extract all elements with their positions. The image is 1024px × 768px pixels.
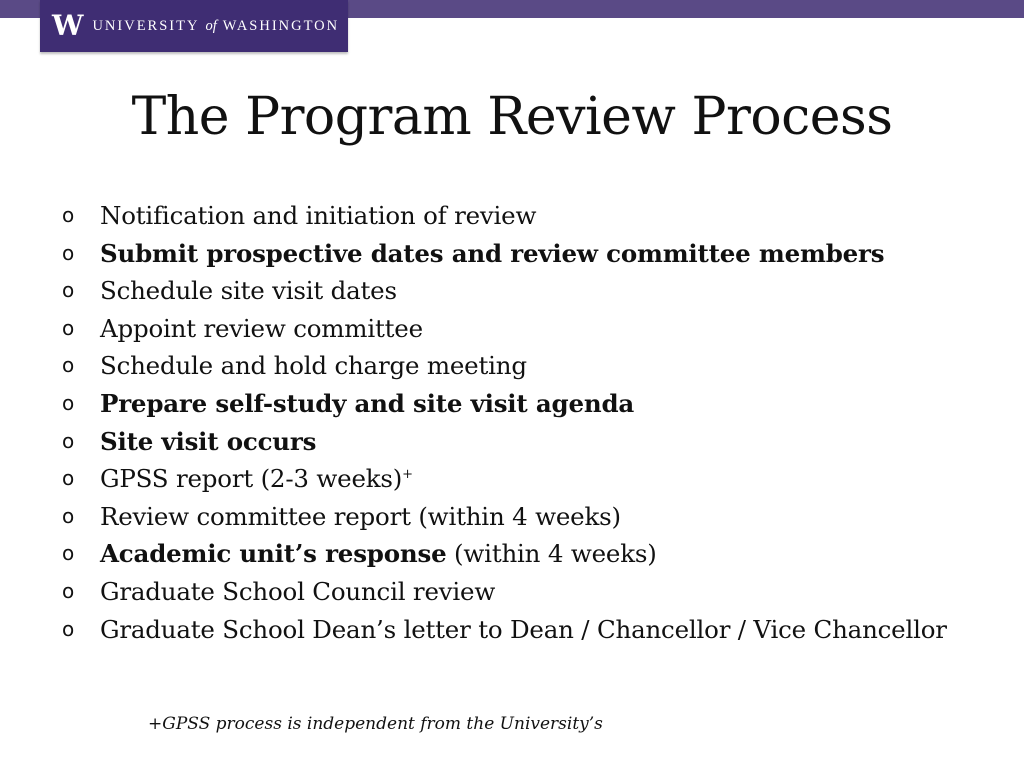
list-item-text: Schedule site visit dates: [100, 276, 397, 306]
bullet-marker: o: [62, 578, 75, 603]
footnote-ref: +: [402, 467, 413, 482]
logo-washington-text: WASHINGTON: [222, 17, 340, 34]
list-item-text: Appoint review committee: [100, 313, 423, 343]
list-item: [62, 235, 992, 273]
logo-university-text: UNIVERSITY: [92, 17, 200, 34]
list-item-text: Review committee report (within 4 weeks): [100, 501, 621, 531]
logo-of-text: of: [205, 17, 217, 34]
list-item-text: Graduate School Council review: [100, 576, 496, 606]
list-item-strong-text: Academic unit’s response: [100, 539, 447, 569]
bullet-marker: o: [62, 541, 75, 566]
list-item-text: Notification and initiation of review: [100, 201, 537, 230]
list-item-text: Schedule and hold charge meeting: [100, 351, 527, 381]
list-item: [62, 423, 992, 461]
list-item-text: GPSS report (2-3 weeks): [100, 464, 403, 494]
list-item: [62, 535, 992, 573]
list-item: [62, 197, 992, 235]
list-item: [62, 385, 992, 423]
list-item-text: Prepare self-study and site visit agenda: [100, 388, 635, 418]
list-item: [62, 347, 992, 385]
list-item: [62, 611, 992, 649]
bullet-marker: o: [62, 616, 75, 641]
list-item-text: Site visit occurs: [100, 426, 317, 456]
logo-wordmark: [92, 18, 339, 35]
list-item: [62, 573, 992, 611]
bullet-marker: o: [62, 503, 75, 528]
bullet-marker: o: [62, 240, 75, 265]
bullet-marker: o: [62, 466, 75, 491]
list-item: [62, 460, 992, 498]
footnote: +GPSS process is independent from the University’s: [148, 714, 603, 734]
slide-title: The Program Review Process: [131, 87, 893, 147]
bullet-marker: o: [62, 278, 75, 303]
list-item-text: Graduate School Dean’s letter to Dean / Chancellor / Vice Chancellor: [100, 614, 947, 644]
process-steps-list: [62, 197, 992, 648]
bullet-marker: o: [62, 203, 75, 227]
list-item: [62, 498, 992, 536]
university-logo: [40, 0, 348, 52]
list-item-text: (within 4 weeks): [446, 539, 657, 569]
bullet-marker: o: [62, 315, 75, 340]
uw-w-mark: W: [52, 9, 83, 42]
bullet-marker: o: [62, 428, 75, 453]
list-item: [62, 272, 992, 310]
bullet-marker: o: [62, 353, 75, 378]
bullet-marker: o: [62, 390, 75, 415]
list-item: [62, 310, 992, 348]
list-item-text: Submit prospective dates and review committee members: [100, 238, 885, 268]
